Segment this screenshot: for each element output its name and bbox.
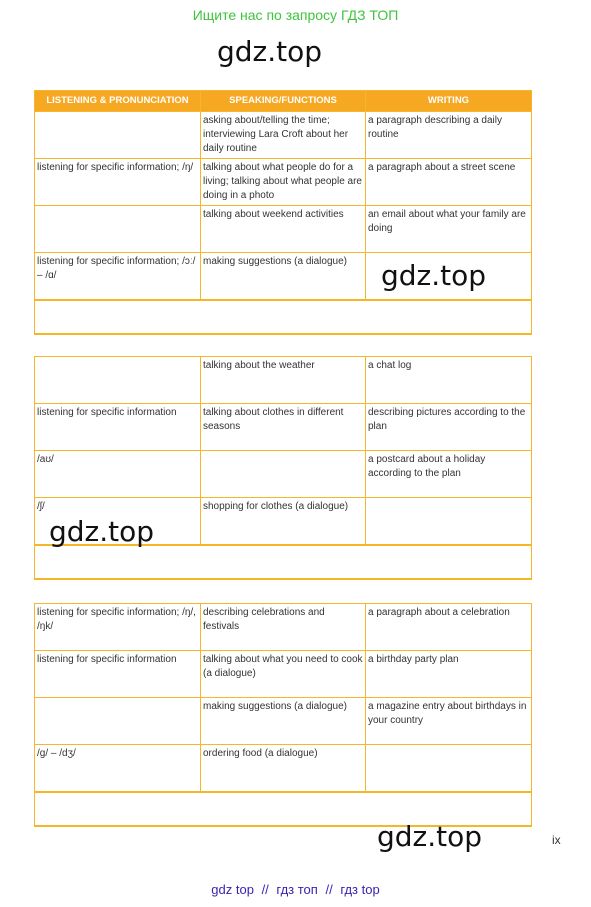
cell-writing: a chat log: [366, 357, 532, 404]
watermark: gdz.top: [217, 35, 323, 68]
header-speaking: SPEAKING/FUNCTIONS: [201, 91, 366, 112]
cell-writing: an email about what your family are doing: [366, 206, 532, 253]
cell-speaking: making suggestions (a dialogue): [201, 698, 366, 745]
cell-speaking: shopping for clothes (a dialogue): [201, 498, 366, 546]
cell-speaking: talking about what people do for a living; talking about what people are doing in a photo: [201, 159, 366, 206]
cell-speaking: ordering food (a dialogue): [201, 745, 366, 793]
cell-writing: [366, 745, 532, 793]
cell-writing: describing pictures according to the plan: [366, 404, 532, 451]
cell-listening: listening for specific information; /ŋ/, /ŋk/: [35, 604, 201, 651]
footer-link[interactable]: гдз топ: [276, 882, 318, 897]
footer-link[interactable]: gdz top: [211, 882, 254, 897]
table-row: [35, 112, 532, 159]
cell-speaking: [201, 451, 366, 498]
watermark: gdz.top: [377, 820, 483, 853]
cell-listening: listening for specific information: [35, 651, 201, 698]
header-listening: LISTENING & PRONUNCIATION: [35, 91, 201, 112]
footer-link[interactable]: гдз top: [340, 882, 380, 897]
cell-writing: a magazine entry about birthdays in your country: [366, 698, 532, 745]
cell-writing: a postcard about a holiday according to the plan: [366, 451, 532, 498]
cell-listening: /aʊ/: [35, 451, 201, 498]
header-writing: WRITING: [366, 91, 532, 112]
cell-speaking: talking about what you need to cook (a dialogue): [201, 651, 366, 698]
cell-listening: listening for specific information: [35, 404, 201, 451]
table-row: [35, 404, 532, 451]
cell-listening: [35, 206, 201, 253]
cell-speaking: talking about the weather: [201, 357, 366, 404]
table-row: [35, 357, 532, 404]
syllabus-table-1: [34, 90, 532, 335]
table-row: [35, 698, 532, 745]
cell-writing: a paragraph describing a daily routine: [366, 112, 532, 159]
table-row: [35, 745, 532, 793]
syllabus-table-3: [34, 603, 532, 827]
table-row: [35, 604, 532, 651]
table-row-blank: [35, 545, 532, 579]
table-row: [35, 451, 532, 498]
table-row: [35, 651, 532, 698]
cell-listening: [35, 698, 201, 745]
cell-speaking: making suggestions (a dialogue): [201, 253, 366, 301]
table-row: [35, 159, 532, 206]
footer-separator: //: [261, 882, 269, 897]
cell-listening: listening for specific information; /ɔː/ – /ɑ/: [35, 253, 201, 301]
table-row-blank: [35, 300, 532, 334]
cell-writing: a paragraph about a street scene: [366, 159, 532, 206]
cell-listening: /g/ – /dʒ/: [35, 745, 201, 793]
cell-writing: a paragraph about a celebration: [366, 604, 532, 651]
cell-speaking: asking about/telling the time; interviewing Lara Croft about her daily routine: [201, 112, 366, 159]
cell-writing: [366, 498, 532, 546]
blank-cell: [35, 545, 532, 579]
cell-listening: [35, 357, 201, 404]
search-banner: Ищите нас по запросу ГДЗ ТОП: [192, 7, 399, 23]
blank-cell: [35, 300, 532, 334]
cell-writing: a birthday party plan: [366, 651, 532, 698]
cell-listening: /ʃ/: [35, 498, 201, 546]
footer-separator: //: [325, 882, 333, 897]
table-row: [35, 206, 532, 253]
cell-listening: [35, 112, 201, 159]
watermark: gdz.top: [381, 259, 487, 292]
page-number: ix: [552, 833, 561, 847]
cell-speaking: talking about weekend activities: [201, 206, 366, 253]
cell-speaking: talking about clothes in different seasons: [201, 404, 366, 451]
footer-links: [0, 882, 591, 897]
cell-speaking: describing celebrations and festivals: [201, 604, 366, 651]
cell-listening: listening for specific information; /ŋ/: [35, 159, 201, 206]
watermark: gdz.top: [49, 515, 155, 548]
